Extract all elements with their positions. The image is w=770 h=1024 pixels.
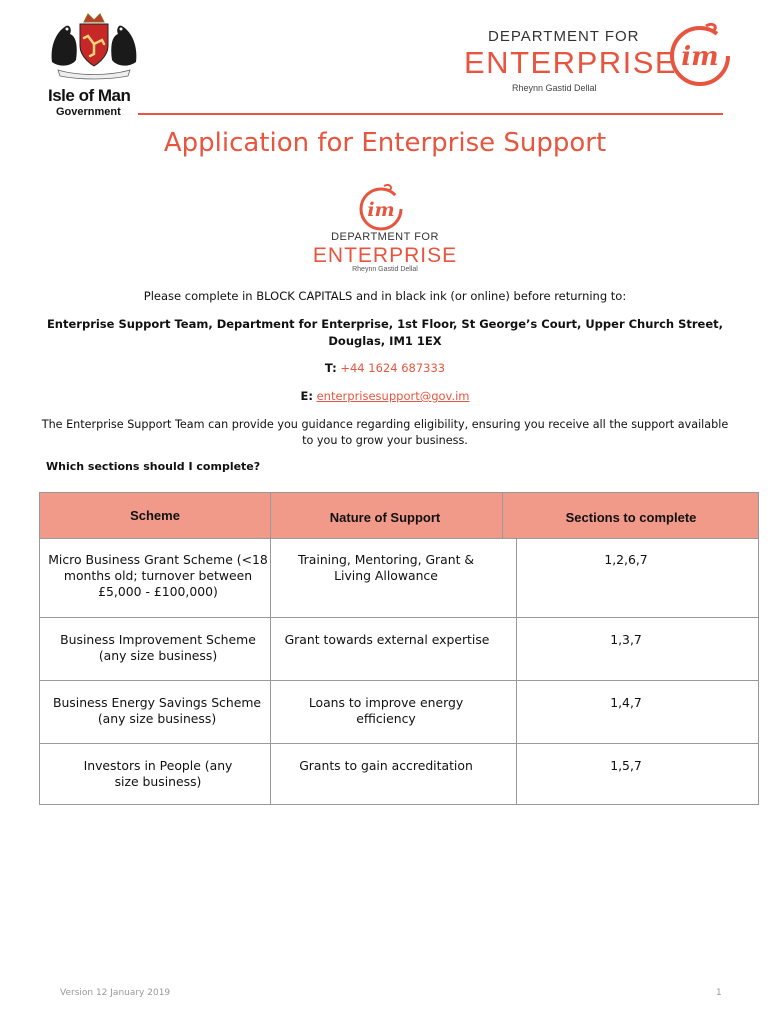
center-logo-line2: ENTERPRISE [312,244,458,267]
header-divider [138,113,723,115]
dept-logo-line1: DEPARTMENT FOR [488,28,640,45]
table-row [40,744,758,805]
header-sections: Sections to complete [565,510,697,525]
email-link[interactable]: enterprisesupport@gov.im [316,389,470,403]
center-logo-line1: DEPARTMENT FOR [331,231,439,243]
dept-logo-line3: Rheynn Gastid Dellal [512,83,597,93]
page-title: Application for Enterprise Support [163,128,607,158]
cell-sections: 1,5,7 [610,758,642,773]
iom-logo-government: Government [56,106,121,118]
center-logo-line3: Rheynn Gastid Dellal [352,266,418,273]
email-label: E: [300,389,313,403]
column-divider [502,493,503,538]
cell-support: Grant towards external expertise [284,632,490,647]
dept-logo-line2: ENTERPRISE [464,45,678,80]
svg-text:im: im [681,42,719,72]
cell-support: Loans to improve energy efficiency [308,695,464,726]
svg-text:im: im [367,199,395,221]
table-row [40,681,758,744]
im-logo-icon [356,182,406,232]
cell-scheme: Business Improvement Scheme (any size business) [60,632,256,663]
cell-scheme: Micro Business Grant Scheme (<18 months old; turnover between £5,000 - £100,000) [48,552,268,599]
iom-logo-name: Isle of Man [48,86,131,105]
cell-scheme: Investors in People (any size business) [83,758,233,789]
address-text: Enterprise Support Team, Department for Enterprise, 1st Floor, St George’s Court, Upper Church Street, Douglas, IM1 1EX [46,317,724,348]
table-row [40,538,758,618]
column-divider [270,493,271,804]
cell-sections: 1,3,7 [610,632,642,647]
cell-sections: 1,2,6,7 [604,552,648,567]
phone-number: +44 1624 687333 [340,361,446,375]
sections-table [39,492,759,805]
footer-version: Version 12 January 2019 [60,988,171,998]
cell-support: Training, Mentoring, Grant & Living Allowance [297,552,475,583]
phone-line [40,360,730,377]
im-logo-icon [666,20,734,88]
email-line [40,388,730,405]
cell-sections: 1,4,7 [610,695,642,710]
column-divider [516,538,517,805]
guidance-text: The Enterprise Support Team can provide you guidance regarding eligibility, ensuring you receive all the support available to you to grow your business. [41,418,729,447]
phone-label: T: [324,361,337,375]
intro-text: Please complete in BLOCK CAPITALS and in black ink (or online) before returning to: [143,289,627,303]
cell-scheme: Business Energy Savings Scheme (any size business) [52,695,262,726]
table-row [40,618,758,681]
header-scheme: Scheme [130,508,180,523]
table-header [40,493,758,539]
footer-page-number: 1 [716,988,722,998]
isle-of-man-crest-icon [48,12,140,80]
cell-support: Grants to gain accreditation [299,758,473,773]
header-nature-of-support: Nature of Support [329,510,441,525]
section-question: Which sections should I complete? [46,460,261,473]
